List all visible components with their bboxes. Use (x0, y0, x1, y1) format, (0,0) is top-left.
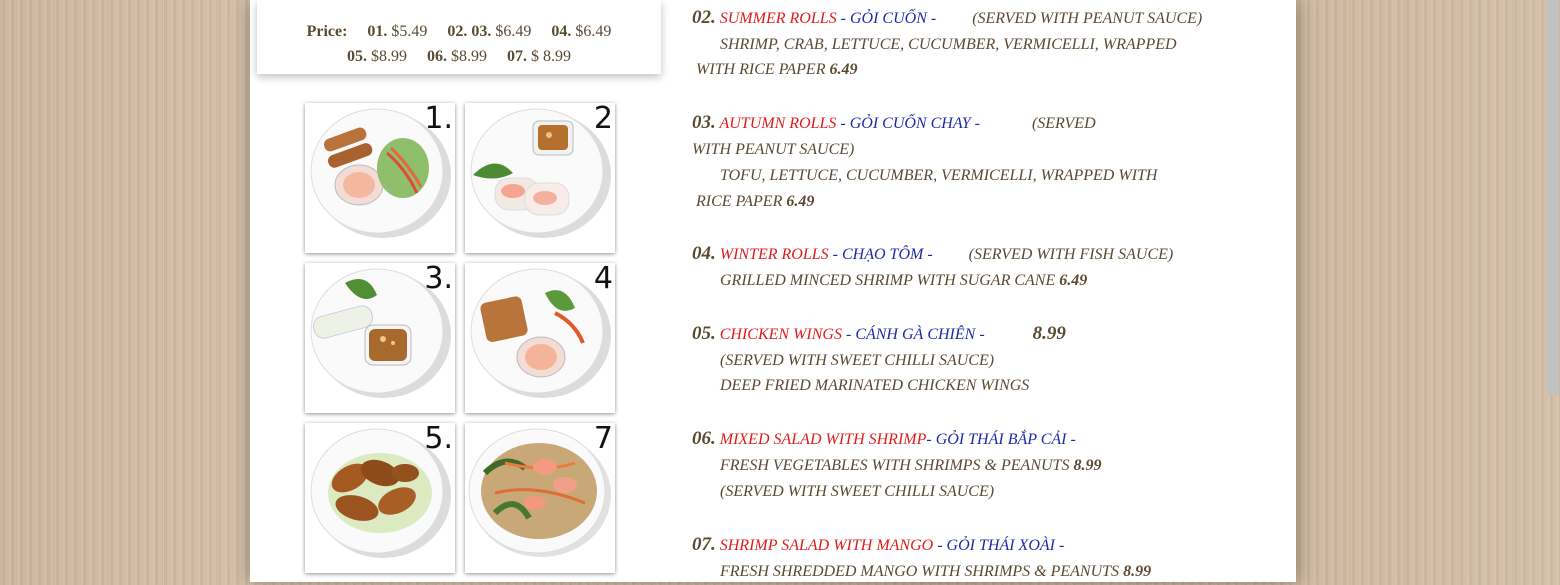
item-name-en: SUMMER ROLLS (719, 10, 837, 27)
item-number: 03. (692, 112, 716, 133)
item-name-vn: - CÁNH GÀ CHIÊN - (845, 326, 985, 343)
item-price: 6.49 (1059, 272, 1088, 289)
price-box (257, 0, 661, 74)
item-price: 6.49 (829, 61, 858, 78)
price-05-num: 05. (347, 48, 367, 65)
item-price: 8.99 (1073, 457, 1102, 474)
winter-rolls-photo (465, 263, 615, 413)
price-06-num: 06. (427, 48, 447, 65)
item-price: 8.99 (1032, 323, 1066, 344)
item-name-en: WINTER ROLLS (719, 246, 829, 263)
price-line-1 (257, 23, 661, 41)
item-description-cont: RICE PAPER (696, 193, 783, 210)
photo-number: 5. (424, 423, 453, 456)
menu-item-02 (692, 5, 1252, 83)
menu-item-06 (692, 426, 1252, 505)
menu-page (250, 0, 1296, 582)
scrollbar-thumb[interactable] (1547, 0, 1559, 395)
item-name-en: CHICKEN WINGS (719, 326, 842, 343)
item-name-en: SHRIMP SALAD WITH MANGO (719, 537, 934, 554)
item-name-en: MIXED SALAD WITH SHRIMP (719, 431, 927, 448)
item-number: 05. (692, 323, 716, 344)
item-sauce: (SERVED WITH PEANUT SAUCE) (972, 10, 1203, 27)
item-sauce: (SERVED WITH FISH SAUCE) (968, 246, 1174, 263)
item-description: GRILLED MINCED SHRIMP WITH SUGAR CANE (720, 272, 1056, 289)
photo-number: 4 (593, 263, 613, 296)
item-description: FRESH SHREDDED MANGO WITH SHRIMPS & PEANUTS (720, 563, 1120, 580)
shrimp-salad-photo (465, 423, 615, 573)
photo-number: 7 (593, 423, 613, 456)
item-sauce: (SERVED (1031, 115, 1096, 132)
item-sauce-cont: WITH PEANUT SAUCE) (692, 141, 855, 158)
price-line-2 (257, 48, 661, 66)
item-price: 8.99 (1123, 563, 1152, 580)
price-0203-num: 02. 03. (447, 23, 492, 40)
item-description: DEEP FRIED MARINATED CHICKEN WINGS (720, 377, 1030, 394)
item-sauce: (SERVED WITH SWEET CHILLI SAUCE) (720, 352, 995, 369)
menu-item-05 (692, 321, 1252, 399)
price-07-value: $ 8.99 (531, 48, 571, 65)
item-number: 07. (692, 534, 716, 555)
price-label: Price: (306, 23, 348, 40)
item-description: TOFU, LETTUCE, CUCUMBER, VERMICELLI, WRAPPED WITH (720, 167, 1158, 184)
photo-tile-7[interactable] (465, 423, 615, 573)
price-01-value: $5.49 (391, 23, 428, 40)
photo-tile-2[interactable] (465, 103, 615, 253)
item-number: 02. (692, 7, 716, 28)
price-01-num: 01. (367, 23, 388, 40)
photo-tile-5[interactable] (305, 423, 455, 573)
price-04-value: $6.49 (575, 23, 612, 40)
price-06-value: $8.99 (451, 48, 487, 65)
item-description-cont: WITH RICE PAPER (696, 61, 826, 78)
photo-tile-3[interactable] (305, 263, 455, 413)
item-price: 6.49 (786, 193, 815, 210)
photo-number: 1. (424, 103, 453, 136)
price-05-value: $8.99 (371, 48, 407, 65)
item-number: 06. (692, 428, 716, 449)
item-name-vn: - GỎI THÁI BẮP CẢI - (926, 431, 1076, 448)
item-number: 04. (692, 243, 716, 264)
item-name-vn: - GỎI CUỐN - (840, 10, 937, 27)
item-name-vn: - CHẠO TÔM - (832, 246, 933, 263)
menu-item-04 (692, 241, 1252, 294)
item-name-en: AUTUMN ROLLS (719, 115, 837, 132)
photo-tile-1[interactable] (305, 103, 455, 253)
menu-item-07 (692, 532, 1252, 585)
photo-number: 3. (424, 263, 453, 296)
price-04-num: 04. (551, 23, 572, 40)
item-sauce: (SERVED WITH SWEET CHILLI SAUCE) (720, 483, 995, 500)
item-description: SHRIMP, CRAB, LETTUCE, CUCUMBER, VERMICELLI, WRAPPED (720, 36, 1177, 53)
item-name-vn: - GỎI THÁI XOÀI - (937, 537, 1065, 554)
price-0203-value: $6.49 (495, 23, 532, 40)
photo-tile-4[interactable] (465, 263, 615, 413)
summer-rolls-photo (465, 103, 615, 253)
item-description: FRESH VEGETABLES WITH SHRIMPS & PEANUTS (720, 457, 1070, 474)
vertical-scrollbar[interactable] (1546, 0, 1560, 582)
photo-grid (305, 103, 615, 573)
price-07-num: 07. (507, 48, 527, 65)
item-name-vn: - GỎI CUỐN CHAY - (840, 115, 980, 132)
menu-item-03 (692, 110, 1252, 215)
photo-number: 2 (593, 103, 613, 136)
